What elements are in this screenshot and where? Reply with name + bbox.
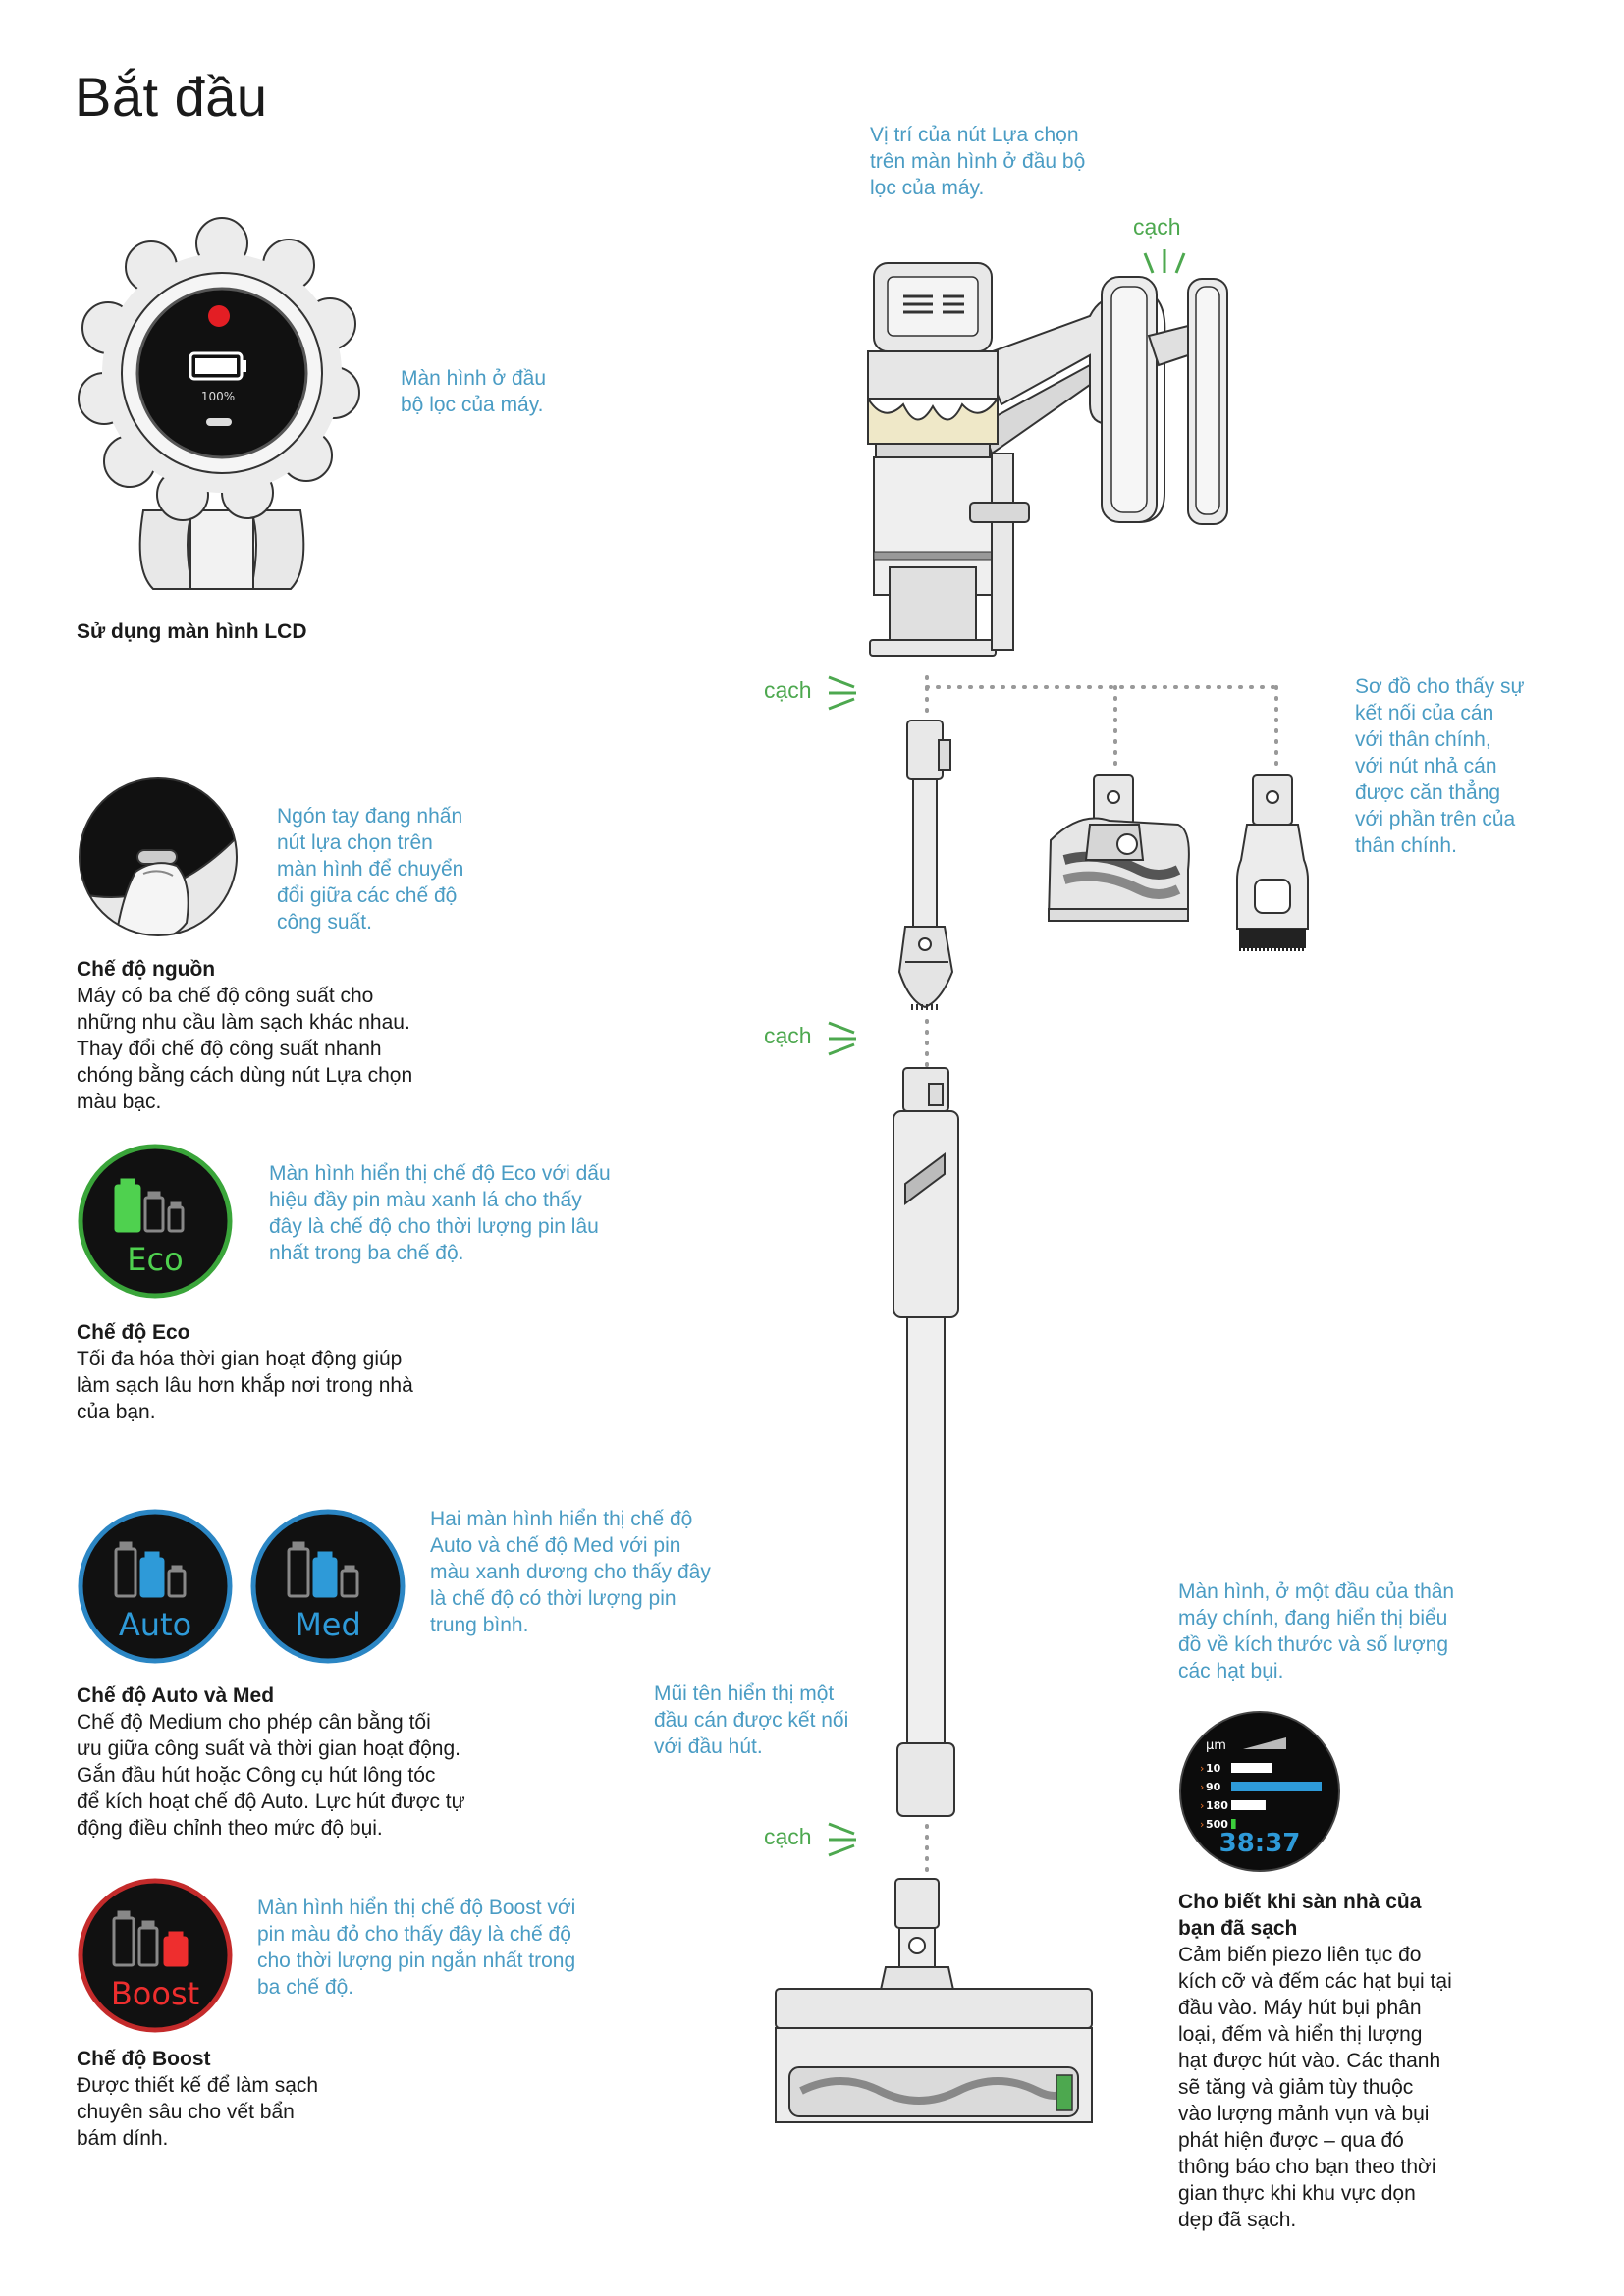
vacuum-wand: [884, 1066, 972, 1822]
right-callout: Sơ đồ cho thấy sự kết nối của cán với thân chính, với nút nhả cán được căn thẳng với phần trên của thân chính.: [1355, 675, 1525, 857]
combination-tool: [892, 717, 970, 1021]
lcd-heading: Sử dụng màn hình LCD: [77, 620, 307, 643]
particle-unit: μm: [1206, 1738, 1226, 1753]
eco-callout: Màn hình hiển thị chế độ Eco với dấu hiệu đầy pin màu xanh lá cho thấy đây là chế độ cho thời lượng pin lâu nhất trong ba chế độ.: [269, 1162, 611, 1264]
vacuum-main-body: [854, 257, 1227, 669]
boost-text: Chế độ Boost Được thiết kế để làm sạch chuyên sâu cho vết bẩn bám dính.: [77, 2048, 319, 2150]
particle-heading-line-2: bạn đã sạch: [1178, 1917, 1298, 1940]
particle-row-bar: [1231, 1819, 1236, 1829]
click-label-1: cạch: [764, 677, 812, 703]
auto-med-callout: Hai màn hình hiển thị chế độ Auto và chế độ Med với pin màu xanh dương cho thấy đây là chế độ có thời lượng pin trung bình.: [430, 1508, 711, 1636]
boost-heading: Chế độ Boost: [77, 2048, 211, 2070]
particle-row-label: 180: [1206, 1799, 1228, 1812]
particle-row-label: 90: [1206, 1781, 1221, 1793]
power-text: Chế độ nguồn Máy có ba chế độ công suất cho những nhu cầu làm sạch khác nhau. Thay đổi chế độ công suất nhanh chóng bằng cách dùng nút Lựa chọn màu bạc.: [77, 958, 413, 1113]
med-mode-screen: [249, 1508, 406, 1665]
med-label: Med: [295, 1606, 361, 1643]
dusting-brush-tool: [1233, 772, 1312, 968]
boost-callout: Màn hình hiển thị chế độ Boost với pin màu đỏ cho thấy đây là chế độ cho thời lượng pin ngắn nhất trong ba chế độ.: [257, 1896, 576, 1999]
particle-heading-line-1: Cho biết khi sàn nhà của: [1178, 1891, 1422, 1913]
particle-callout: Màn hình, ở một đầu của thân máy chính, đang hiển thị biểu đồ về kích thước và số lượng các hạt bụi.: [1178, 1580, 1455, 1682]
auto-mode-screen: [77, 1508, 234, 1665]
arrow-callout: Mũi tên hiển thị một đầu cán được kết nối với đầu hút.: [654, 1682, 849, 1758]
auto-med-text: Chế độ Auto và Med Chế độ Medium cho phép cân bằng tối ưu giữa công suất và thời gian hoạt động. Gắn đầu hút hoặc Công cụ hút lông tóc để kích hoạt chế độ Auto. Lực hút được tự động điều chỉnh theo mức độ bụi.: [77, 1684, 465, 1840]
click-lines-3: [825, 1816, 864, 1865]
click-lines-1: [825, 669, 864, 719]
top-callout: Vị trí của nút Lựa chọn trên màn hình ở đầu bộ lọc của máy.: [870, 124, 1086, 199]
click-lines-2: [825, 1015, 864, 1064]
particle-row-label: 500: [1206, 1818, 1228, 1831]
eco-label: Eco: [127, 1241, 184, 1278]
page-title: Bắt đầu: [75, 66, 268, 128]
particle-row-chevron-icon: ›: [1200, 1799, 1205, 1812]
click-label-3: cạch: [764, 1824, 812, 1849]
boost-mode-screen: [77, 1877, 234, 2034]
finger-press-illustration: [77, 775, 240, 938]
particle-row-chevron-icon: ›: [1200, 1818, 1205, 1831]
particle-time: 38:37: [1218, 1829, 1301, 1858]
particle-row-bar: [1231, 1763, 1272, 1773]
eco-heading: Chế độ Eco: [77, 1321, 190, 1344]
auto-med-heading: Chế độ Auto và Med: [77, 1684, 275, 1707]
particle-row-chevron-icon: ›: [1200, 1781, 1205, 1793]
particle-row-bar: [1231, 1800, 1266, 1810]
particle-row-bar: [1231, 1782, 1322, 1791]
click-label-2: cạch: [764, 1023, 812, 1048]
click-label-top: cạch: [1133, 214, 1181, 240]
particle-row-chevron-icon: ›: [1200, 1762, 1205, 1775]
power-callout: Ngón tay đang nhấn nút lựa chọn trên màn hình để chuyển đổi giữa các chế độ công suất.: [277, 805, 464, 934]
lcd-screen-illustration: [75, 216, 369, 589]
floor-cleaner-head: [772, 1875, 1096, 2130]
eco-text: Chế độ Eco Tối đa hóa thời gian hoạt động giúp làm sạch lâu hơn khắp nơi trong nhà của bạn.: [77, 1321, 413, 1423]
particle-row-label: 10: [1206, 1762, 1221, 1775]
eco-mode-screen: [77, 1143, 234, 1300]
particle-text: Cho biết khi sàn nhà của bạn đã sạch Cảm biến piezo liên tục đo kích cỡ và đếm các hạt bụi tại đầu vào. Máy hút bụi phân loại, đếm và hiển thị lượng hạt được hút vào. Các thanh sẽ tăng và giảm tùy thuộc vào lượng mảnh vụn và bụi phát hiện được – qua đó thông báo cho bạn theo thời gian thực khi khu vực dọn dẹp đã sạch.: [1178, 1891, 1452, 2231]
auto-label: Auto: [118, 1606, 192, 1643]
particle-count-screen: [1178, 1710, 1341, 1873]
mini-motorhead-tool: [1041, 772, 1198, 929]
lcd-callout: Màn hình ở đầu bộ lọc của máy.: [401, 367, 547, 416]
boost-label: Boost: [110, 1975, 200, 2012]
power-heading: Chế độ nguồn: [77, 958, 216, 981]
battery-percent: 100%: [200, 390, 236, 403]
